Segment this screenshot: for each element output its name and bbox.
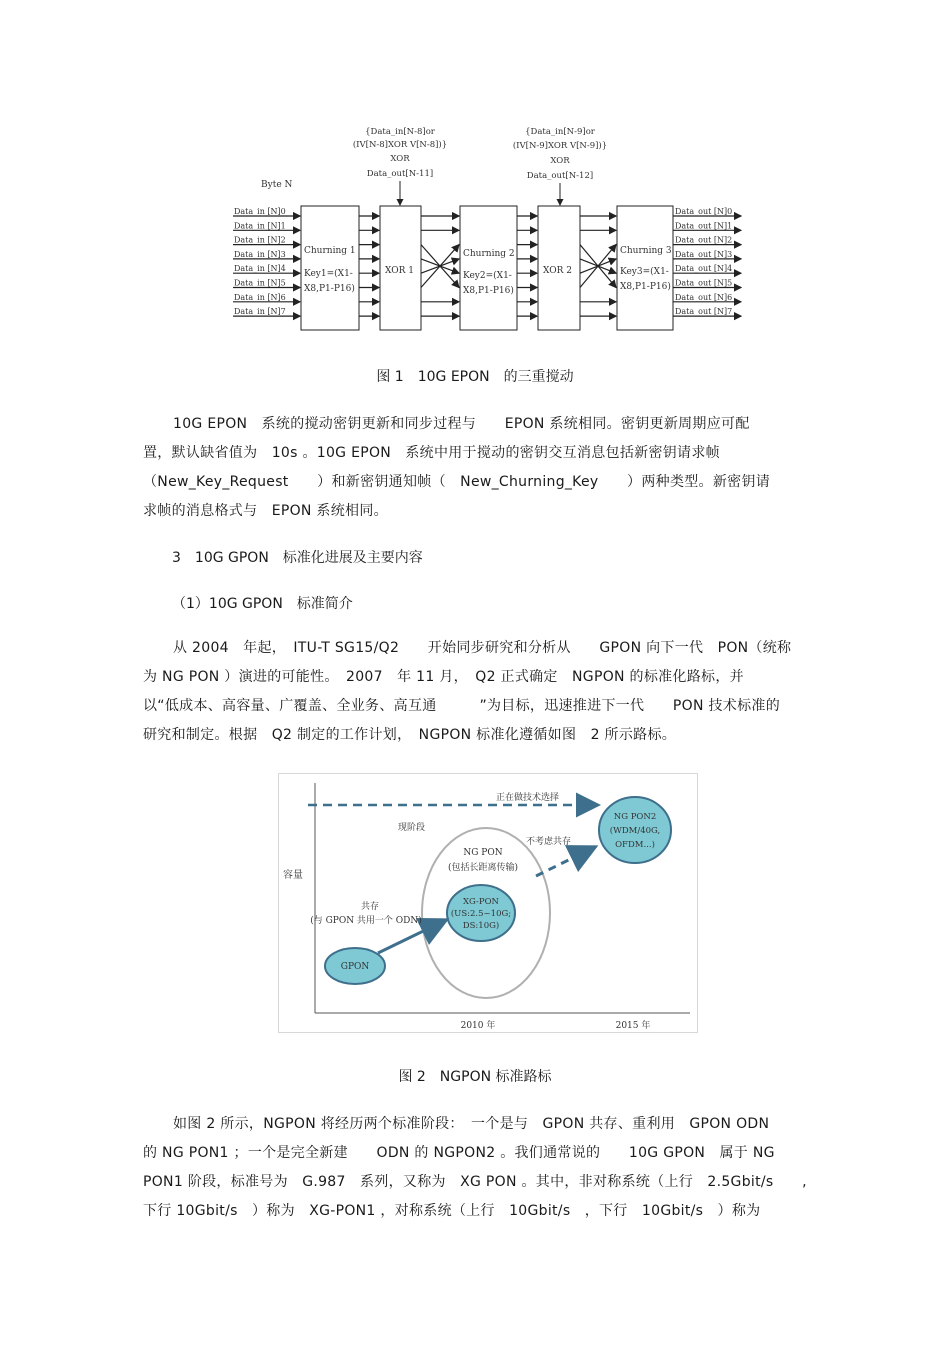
figure-1-caption: 图 1 10G EPON 的三重搅动 [376,369,574,385]
xor-2-input-line-4: Data_out[N-12] [526,171,594,181]
x-tick-2015: 2015 年 [615,1021,651,1031]
xor-1-input-line-3: XOR [390,154,410,164]
tech-selection-label: 正在做技术选择 [496,793,560,803]
output-label-6: Data_out [N]6 [675,292,733,302]
churning-3-key: Key3=(X1- [620,267,669,277]
churning-diagram [233,125,743,335]
no-coexist-label: 不考虑共存 [526,837,572,847]
input-label-3: Data_in [N]3 [234,249,286,259]
churning-2-block [460,206,517,330]
ngpon2-tech-1: (WDM/40G, [609,826,661,836]
xgpon-ds: DS:10G) [462,921,500,931]
input-label-6: Data_in [N]6 [234,292,286,302]
paragraph-2-line-1: 从 2004 年起， ITU-T SG15/Q2 开始同步研究和分析从 GPON 向下一代 PON（统称 [173,640,792,656]
figure-1-triple-churning [233,125,743,335]
figure-2-ngpon-roadmap [278,773,698,1033]
input-label-0: Data_in [N]0 [234,207,286,216]
churning-3-key-cont: X8,P1-P16) [620,282,671,292]
paragraph-1-line-3: （New_Key_Request ）和新密钥通知帧（ New_Churning_Key ）两种类型。新密钥请 [143,474,771,490]
coexist-sublabel: (与 GPON 共用一个 ODN) [310,916,422,926]
output-label-1: Data_out [N]1 [675,221,733,231]
xor-2-label: XOR 2 [543,266,572,276]
y-axis-label: 容量 [283,870,303,881]
xgpon-us: (US:2.5~10G; [450,909,512,919]
ngpon-label: NG PON [463,848,503,858]
output-label-3: Data_out [N]3 [675,249,733,259]
xor-2-input-line-3: XOR [550,156,570,166]
section-heading-3: 3 10G GPON 标准化进展及主要内容 [172,550,423,566]
x-tick-2010: 2010 年 [460,1021,496,1031]
xor-1-input-line-4: Data_out[N-11] [366,169,434,179]
paragraph-3-line-2: 的 NG PON1 ；一个是完全新建 ODN 的 NGPON2 。我们通常说的 10G GPON 属于 NG [143,1145,775,1161]
input-label-5: Data_in [N]5 [234,278,286,288]
xgpon-label: XG-PON [463,897,499,907]
paragraph-3-line-3: PON1 阶段，标准号为 G.987 系列，又称为 XG PON 。其中，非对称系统（上行 2.5Gbit/s , [143,1174,807,1190]
input-label-4: Data_in [N]4 [234,264,286,274]
xor-2-input-line-1: {Data_in[N-9]or [525,127,595,137]
output-label-0: Data_out [N]0 [675,207,733,216]
paragraph-1 [143,410,803,526]
gpon-label: GPON [340,962,370,972]
ngpon2-tech-2: OFDM...) [615,840,655,850]
paragraph-2 [143,634,803,750]
output-label-7: Data_out [N]7 [675,307,733,317]
churning-1-block [301,206,359,330]
churning-2-key: Key2=(X1- [463,271,512,281]
xor-2-input-line-2: (IV[N-9]XOR V[N-9])} [512,141,608,151]
figure-2-caption: 图 2 NGPON 标准路标 [398,1069,552,1085]
churning-1-title: Churning 1 [304,246,356,256]
paragraph-1-line-1: 10G EPON 系统的搅动密钥更新和同步过程与 EPON 系统相同。密钥更新周期应可配 [173,416,750,432]
paragraph-1-line-4: 求帧的消息格式与 EPON 系统相同。 [143,503,388,519]
byte-label: Byte N [261,180,293,190]
output-label-5: Data_out [N]5 [675,278,733,288]
xor-1-input-line-1: {Data_in[N-8]or [365,127,435,137]
roadmap-diagram [278,773,698,1033]
paragraph-2-line-3: 以“低成本、高容量、广覆盖、全业务、高互通 ”为目标，迅速推进下一代 PON 技术标准的 [143,698,780,714]
churning-2-title: Churning 2 [463,249,515,259]
ngpon-sublabel: (包括长距离传输) [447,863,519,873]
paragraph-3 [143,1110,807,1226]
paragraph-3-line-4: 下行 10Gbit/s ）称为 XG-PON1 ，对称系统（上行 10Gbit/s ，下行 10Gbit/s ）称为 [143,1203,761,1219]
output-label-2: Data_out [N]2 [675,235,733,245]
subsection-heading-1: （1）10G GPON 标准简介 [172,596,353,612]
current-stage-label: 现阶段 [398,823,426,833]
paragraph-3-line-1: 如图 2 所示，NGPON 将经历两个标准阶段： 一个是与 GPON 共存、重利用 GPON ODN [173,1116,770,1132]
output-label-4: Data_out [N]4 [675,264,733,274]
churning-1-key: Key1=(X1- [304,269,353,279]
ngpon2-label: NG PON2 [613,812,657,822]
input-label-7: Data_in [N]7 [234,307,286,317]
xor-1-label: XOR 1 [385,266,414,276]
churning-3-title: Churning 3 [620,246,672,256]
xor-1-input-line-2: (IV[N-8]XOR V[N-8])} [352,140,448,150]
paragraph-2-line-2: 为 NG PON ）演进的可能性。 2007 年 11 月， Q2 正式确定 NGPON 的标准化路标，并 [143,669,744,685]
paragraph-2-line-4: 研究和制定。根据 Q2 制定的工作计划， NGPON 标准化遵循如图 2 所示路标。 [143,727,677,743]
paragraph-1-line-2: 置，默认缺省值为 10s 。10G EPON 系统中用于搅动的密钥交互消息包括新密钥请求帧 [143,445,720,461]
churning-2-key-cont: X8,P1-P16) [463,286,514,296]
churning-1-key-cont: X8,P1-P16) [304,284,355,294]
coexist-label: 共存 [360,902,380,912]
input-label-1: Data_in [N]1 [234,221,286,231]
input-label-2: Data_in [N]2 [234,235,286,245]
